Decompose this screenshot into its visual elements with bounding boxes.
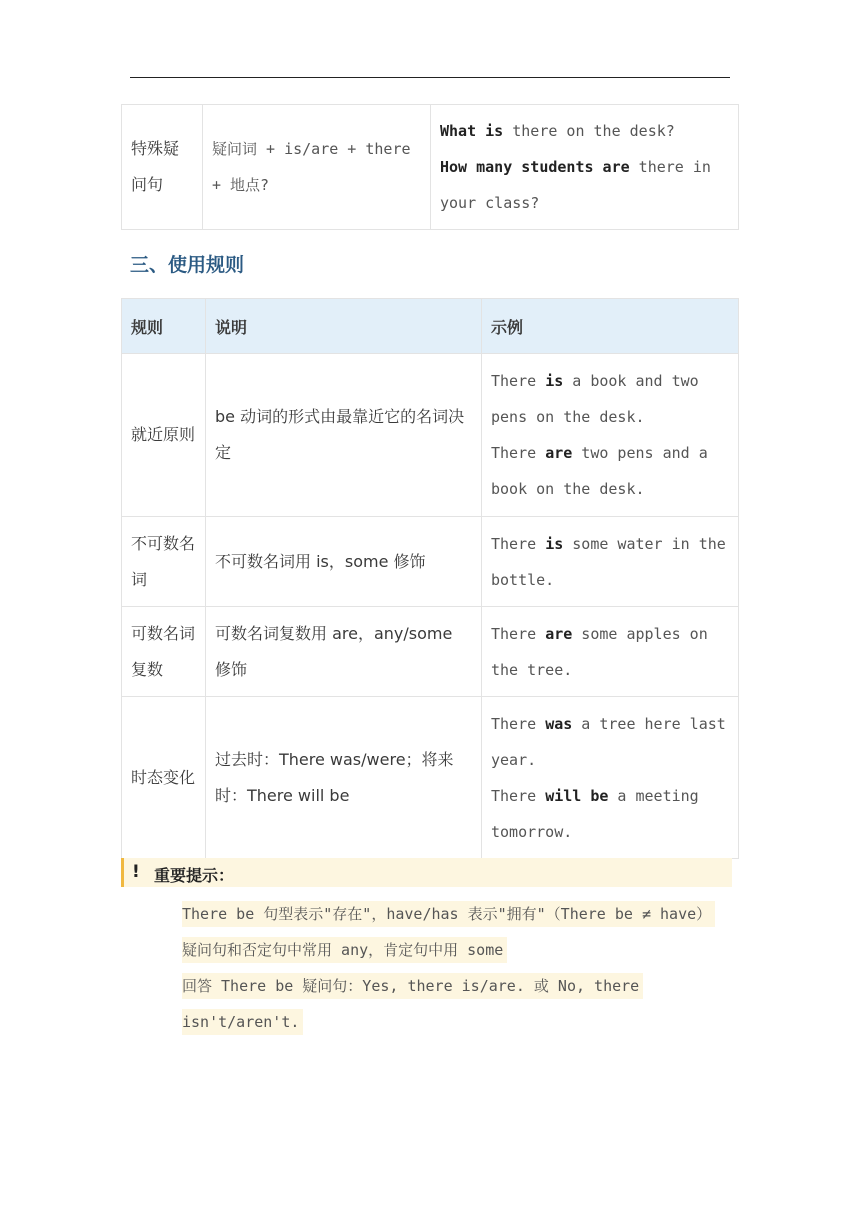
header-rule-col: 规则 <box>122 299 206 354</box>
example-text: There <box>491 714 546 733</box>
type-cell: 特殊疑问句 <box>122 105 203 230</box>
desc-cell: be 动词的形式由最靠近它的名词决定 <box>206 354 482 517</box>
example-line <box>440 113 729 149</box>
table-row <box>122 105 739 230</box>
example-text: There <box>491 534 546 553</box>
example-cell <box>482 697 739 859</box>
table-row <box>122 354 739 517</box>
example-line <box>440 149 729 221</box>
example-text: there in your class? <box>440 158 711 212</box>
example-text: a book and two pens on the desk. <box>491 372 699 426</box>
section-title: 三、使用规则 <box>130 254 245 276</box>
table-row <box>122 697 739 859</box>
example-bold: is <box>545 534 564 553</box>
example-bold: was <box>545 714 573 733</box>
example-cell <box>482 354 739 517</box>
table-row <box>122 517 739 607</box>
example-text: there on the desk? <box>503 122 675 140</box>
example-bold: What is <box>440 122 504 140</box>
header-desc-col: 说明 <box>206 299 482 354</box>
example-bold: are <box>545 624 573 643</box>
tip-line: isn't/aren't. <box>182 1009 303 1035</box>
example-text: a tree here last year. <box>491 714 726 769</box>
example-bold: How many students are <box>440 158 630 176</box>
tip-line: 疑问句和否定句中常用 any，肯定句中用 some <box>182 937 507 963</box>
example-text: some water in the bottle. <box>491 534 726 589</box>
example-line <box>491 778 729 850</box>
example-bold: will be <box>545 786 609 805</box>
example-text: a meeting tomorrow. <box>491 786 699 841</box>
rule-cell: 时态变化 <box>122 697 206 859</box>
exclamation-icon: ! <box>132 862 140 882</box>
desc-cell: 过去时：There was/were；将来时：There will be <box>206 697 482 859</box>
example-line <box>491 363 729 435</box>
example-line <box>491 435 729 507</box>
example-cell <box>482 607 739 697</box>
question-type-table <box>121 104 739 230</box>
desc-cell: 不可数名词用 is，some 修饰 <box>206 517 482 607</box>
tip-line: 回答 There be 疑问句：Yes, there is/are. 或 No, there <box>182 973 643 999</box>
example-cell <box>431 105 739 230</box>
structure-cell: 疑问词 + is/are + there + 地点? <box>203 105 431 230</box>
rule-cell: 可数名词复数 <box>122 607 206 697</box>
example-bold: are <box>545 444 573 462</box>
example-text: There <box>491 372 546 390</box>
header-rule <box>130 77 730 78</box>
tip-title: 重要提示： <box>154 866 235 885</box>
header-example-col: 示例 <box>482 299 739 354</box>
example-cell <box>482 517 739 607</box>
example-text: There <box>491 786 546 805</box>
rule-cell: 就近原则 <box>122 354 206 517</box>
example-bold: is <box>545 372 564 390</box>
example-text: two pens and a book on the desk. <box>491 444 708 498</box>
example-text: There <box>491 444 546 462</box>
rule-cell: 不可数名词 <box>122 517 206 607</box>
example-line <box>491 526 729 598</box>
important-tip-callout <box>121 858 732 887</box>
example-line <box>491 616 729 688</box>
table-header-row <box>122 299 739 354</box>
usage-rules-table <box>121 298 739 859</box>
example-text: some apples on the tree. <box>491 624 708 679</box>
example-line <box>491 706 729 778</box>
example-text: There <box>491 624 546 643</box>
tip-line: There be 句型表示"存在"，have/has 表示"拥有"（There be ≠ have） <box>182 901 715 927</box>
table-row <box>122 607 739 697</box>
desc-cell: 可数名词复数用 are，any/some 修饰 <box>206 607 482 697</box>
